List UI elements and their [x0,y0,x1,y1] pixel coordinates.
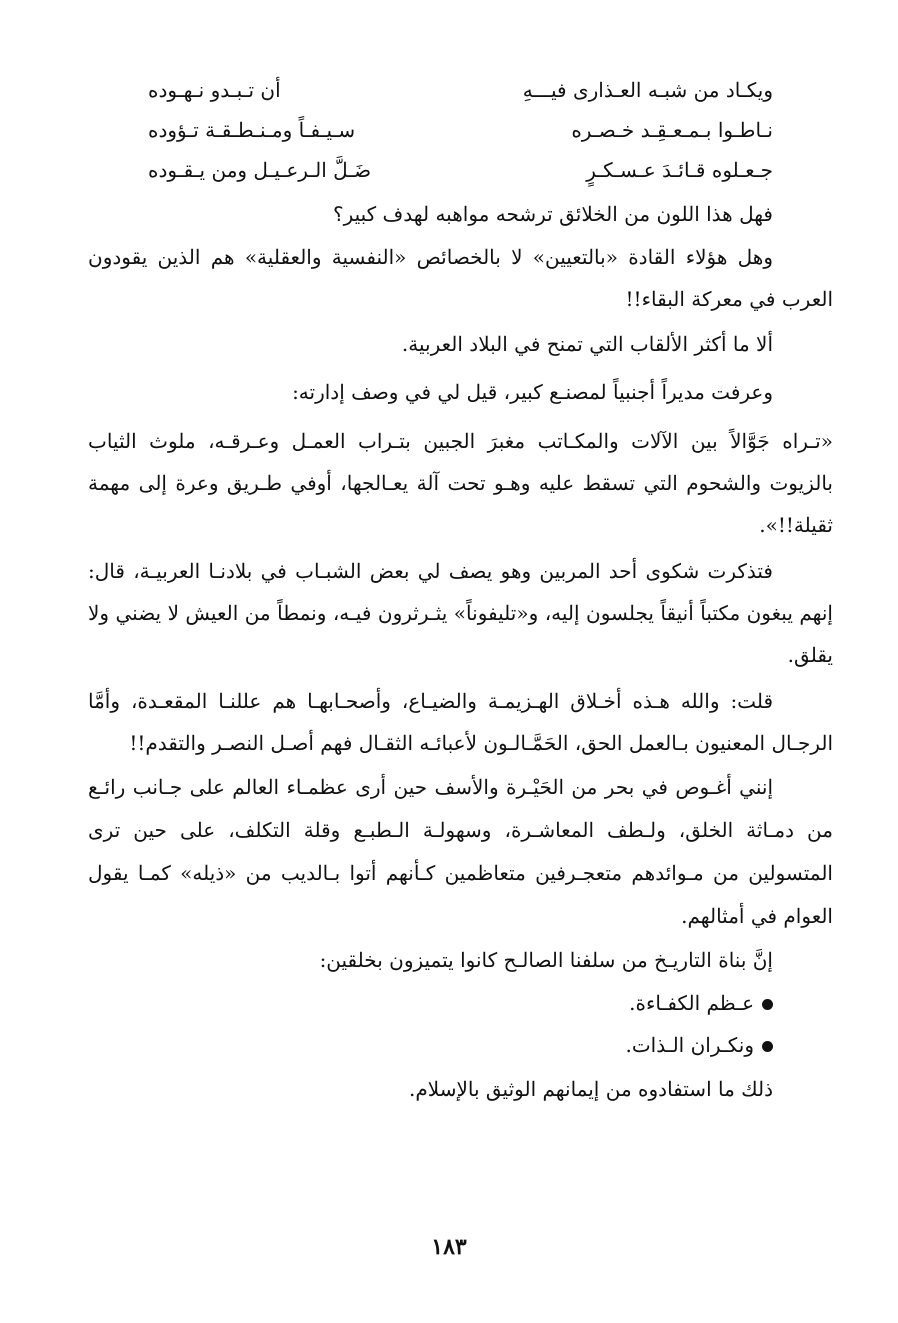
poem-hemistich: سـيـفـاً ومـنـطـقـة تـؤوده [148,118,356,142]
poem-hemistich: نـاطـوا بـمـعـقِـد خـصـره [571,118,773,142]
bullet-icon [762,999,773,1010]
poem [88,70,833,190]
bullet-icon [762,1041,773,1052]
poem-hemistich: أن تـبـدو نـهـوده [148,78,281,102]
paragraph: ألا ما أكثر الألقاب التي تمنح في البلاد العربية. [401,332,773,356]
paragraph: قلت: والله هـذه أخـلاق الهـزيمـة والضيـاع، وأصحـابهـا هم عللنـا المقعـدة، وأمَّا الرجـال المعنيون بـالعمل الحق، الحَمَّـالـون لأعبائـه الثقـال فهم أصـل النصـر والتقدم!! [88,689,833,755]
paragraph: «تـراه جَوَّالاً بين الآلات والمكـاتب مغبرَ الجبين بتـراب العمـل وعـرقـه، ملوث الثياب بالزيوت والشحوم التي تسقط عليه وهـو تحت آلة يعـالجها، أوفي طـريق وعرة إلى مهمة ثقيلة!!». [88,429,833,537]
poem-verse [148,110,773,150]
page-body [88,70,833,1310]
poem-verse [148,150,773,190]
paragraph: إنني أغـوص في بحر من الحَيْـرة والأسف حين أرى عظمـاء العالم على جـانب رائـع من دمـاثة الخلق، ولـطف المعاشـرة، وسهولـة الـطبـع وقلة التكلف، على حين ترى المتسولين من مـوائدهم متعجـرفين متعاظمين كـأنهم أتوا بـالديب من «ذيله» كمـا يقول العوام في أمثالهم. [88,775,833,928]
paragraph: وعرفت مديراً أجنبياً لمصنـع كبير، قيل لي في وصف إدارته: [292,380,773,404]
paragraph: فتذكرت شكوى أحد المربين وهو يصف لي بعض الشبـاب في بلادنـا العربيـة، قال: إنهم يبغون مكتباً أنيقاً يجلسون إليه، و«تليفوناً» يثـرثرون فيـه، ونمطاً من العيش لا يضني ولا يقلق. [88,559,833,667]
page-number: ١٨٣ [431,1234,467,1260]
poem-verse [148,70,773,110]
list-item [88,982,773,1024]
poem-hemistich: ضَـلَّ الـرعـيـل ومن يـقـوده [148,158,372,182]
list-item [88,1024,773,1066]
paragraph: إنَّ بناة التاريـخ من سلفنا الصالـح كانوا يتميزون بخلقين: [319,948,773,972]
paragraph: وهل هؤلاء القادة «بالتعيين» لا بالخصائص «النفسية والعقلية» هم الذين يقودون العرب في معركة البقاء!! [88,245,833,311]
paragraph: ذلك ما استفادوه من إيمانهم الوثيق بالإسلام. [409,1077,773,1101]
poem-hemistich: ويكـاد من شبـه العـذارى فيـــهِ [522,78,773,102]
list-item-text: ونكـران الـذات. [625,1033,754,1057]
paragraph: فهل هذا اللون من الخلائق ترشحه مواهبه لهدف كبير؟ [332,202,773,226]
list-item-text: عـظم الكفـاءة. [629,991,754,1015]
poem-hemistich: جـعـلوه قـائـدَ عـسـكـرٍ [586,158,773,182]
